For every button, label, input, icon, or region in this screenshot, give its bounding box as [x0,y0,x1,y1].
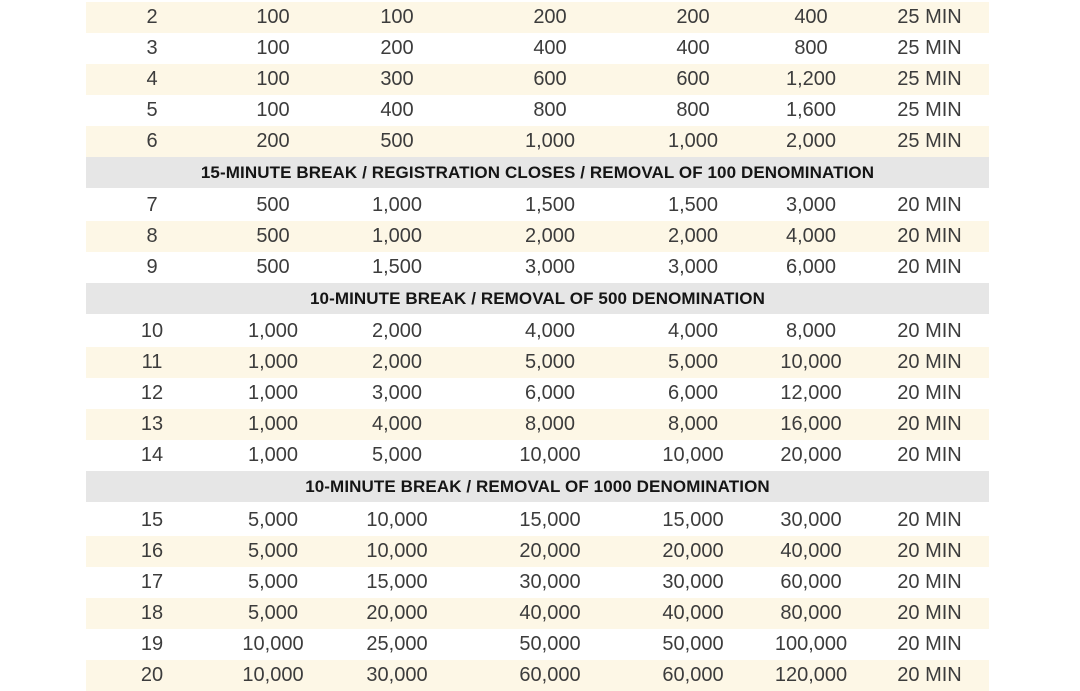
cell: 10,000 [242,633,304,655]
cell: 800 [676,99,710,121]
cell: 2,000 [371,351,423,373]
cell: 30,000 [519,571,581,593]
table-row [86,598,989,629]
cell: 1,500 [667,194,719,216]
break-row: 10-MINUTE BREAK / REMOVAL OF 1000 DENOMINATION [86,471,989,502]
cell: 5,000 [667,351,719,373]
duration-cell: 20 MIN [897,225,962,247]
duration-cell: 20 MIN [897,320,962,342]
cell: 10,000 [662,444,724,466]
table-row [86,64,989,95]
cell: 40,000 [662,602,724,624]
cell: 6,000 [667,382,719,404]
cell: 800 [794,37,828,59]
cell: 8,000 [667,413,719,435]
cell: 100 [256,99,290,121]
duration-cell: 25 MIN [897,68,962,90]
cell: 1,000 [247,320,299,342]
cell: 8,000 [524,413,576,435]
duration-cell: 20 MIN [897,571,962,593]
duration-cell: 20 MIN [897,256,962,278]
cell: 60,000 [780,571,842,593]
cell: 60,000 [662,664,724,686]
level-cell: 19 [140,633,164,655]
cell: 200 [380,37,414,59]
cell: 10,000 [366,509,428,531]
cell: 500 [256,225,290,247]
cell: 100 [256,6,290,28]
level-cell: 15 [140,509,164,531]
cell: 3,000 [524,256,576,278]
cell: 40,000 [780,540,842,562]
cell: 25,000 [366,633,428,655]
table-row [86,95,989,126]
level-cell: 10 [140,320,164,342]
cell: 1,000 [247,413,299,435]
cell: 5,000 [524,351,576,373]
table-row [86,505,989,536]
duration-cell: 20 MIN [897,633,962,655]
level-cell: 17 [140,571,164,593]
cell: 16,000 [780,413,842,435]
cell: 200 [256,130,290,152]
cell: 400 [676,37,710,59]
duration-cell: 25 MIN [897,37,962,59]
level-cell: 18 [140,602,164,624]
duration-cell: 20 MIN [897,382,962,404]
cell: 2,000 [667,225,719,247]
cell: 2,000 [524,225,576,247]
cell: 15,000 [366,571,428,593]
level-cell: 5 [146,99,158,121]
level-cell: 4 [146,68,158,90]
cell: 400 [380,99,414,121]
level-cell: 16 [140,540,164,562]
cell: 4,000 [524,320,576,342]
table-row [86,2,989,33]
cell: 500 [256,194,290,216]
cell: 5,000 [247,602,299,624]
cell: 1,600 [785,99,837,121]
level-cell: 9 [146,256,158,278]
cell: 1,000 [371,225,423,247]
table-row [86,190,989,221]
level-cell: 11 [141,351,163,373]
table-row [86,536,989,567]
table-row [86,316,989,347]
table-row [86,629,989,660]
duration-cell: 25 MIN [897,6,962,28]
cell: 4,000 [667,320,719,342]
cell: 3,000 [667,256,719,278]
table-row [86,409,989,440]
level-cell: 12 [140,382,164,404]
cell: 12,000 [780,382,842,404]
table-row [86,33,989,64]
level-cell: 13 [140,413,164,435]
duration-cell: 20 MIN [897,664,962,686]
cell: 80,000 [780,602,842,624]
cell: 5,000 [247,509,299,531]
cell: 100,000 [774,633,848,655]
cell: 200 [676,6,710,28]
cell: 20,000 [366,602,428,624]
level-cell: 6 [146,130,158,152]
cell: 2,000 [785,130,837,152]
cell: 1,000 [371,194,423,216]
cell: 15,000 [519,509,581,531]
cell: 800 [533,99,567,121]
cell: 600 [676,68,710,90]
cell: 20,000 [519,540,581,562]
cell: 20,000 [662,540,724,562]
cell: 2,000 [371,320,423,342]
table-row [86,440,989,471]
cell: 40,000 [519,602,581,624]
cell: 3,000 [371,382,423,404]
duration-cell: 25 MIN [897,130,962,152]
cell: 15,000 [662,509,724,531]
cell: 1,200 [785,68,837,90]
cell: 1,000 [524,130,576,152]
cell: 100 [256,68,290,90]
cell: 3,000 [785,194,837,216]
cell: 20,000 [780,444,842,466]
cell: 1,000 [247,382,299,404]
duration-cell: 20 MIN [897,509,962,531]
table-row [86,660,989,691]
cell: 200 [533,6,567,28]
cell: 50,000 [519,633,581,655]
duration-cell: 20 MIN [897,194,962,216]
blind-structure-table [86,2,989,691]
level-cell: 20 [140,664,164,686]
duration-cell: 20 MIN [897,602,962,624]
cell: 100 [256,37,290,59]
table-row [86,567,989,598]
cell: 400 [533,37,567,59]
duration-cell: 20 MIN [897,413,962,435]
table-row [86,126,989,157]
cell: 1,000 [667,130,719,152]
cell: 5,000 [247,571,299,593]
cell: 30,000 [366,664,428,686]
cell: 1,500 [524,194,576,216]
cell: 500 [256,256,290,278]
duration-cell: 20 MIN [897,540,962,562]
level-cell: 8 [146,225,158,247]
level-cell: 2 [146,6,158,28]
cell: 1,000 [247,351,299,373]
cell: 60,000 [519,664,581,686]
cell: 400 [794,6,828,28]
cell: 8,000 [785,320,837,342]
cell: 6,000 [524,382,576,404]
cell: 1,500 [371,256,423,278]
break-row: 15-MINUTE BREAK / REGISTRATION CLOSES / REMOVAL OF 100 DENOMINATION [86,157,989,188]
table-row [86,221,989,252]
cell: 6,000 [785,256,837,278]
cell: 4,000 [785,225,837,247]
cell: 1,000 [247,444,299,466]
cell: 500 [380,130,414,152]
cell: 5,000 [247,540,299,562]
cell: 30,000 [780,509,842,531]
cell: 10,000 [242,664,304,686]
cell: 10,000 [366,540,428,562]
table-row [86,378,989,409]
cell: 100 [380,6,414,28]
cell: 5,000 [371,444,423,466]
table-row [86,252,989,283]
cell: 30,000 [662,571,724,593]
cell: 10,000 [519,444,581,466]
cell: 50,000 [662,633,724,655]
cell: 4,000 [371,413,423,435]
level-cell: 3 [146,37,158,59]
break-row: 10-MINUTE BREAK / REMOVAL OF 500 DENOMINATION [86,283,989,314]
cell: 600 [533,68,567,90]
cell: 10,000 [780,351,842,373]
cell: 120,000 [774,664,848,686]
level-cell: 14 [140,444,164,466]
duration-cell: 20 MIN [897,444,962,466]
table-row [86,347,989,378]
cell: 300 [380,68,414,90]
duration-cell: 20 MIN [897,351,962,373]
level-cell: 7 [146,194,158,216]
duration-cell: 25 MIN [897,99,962,121]
